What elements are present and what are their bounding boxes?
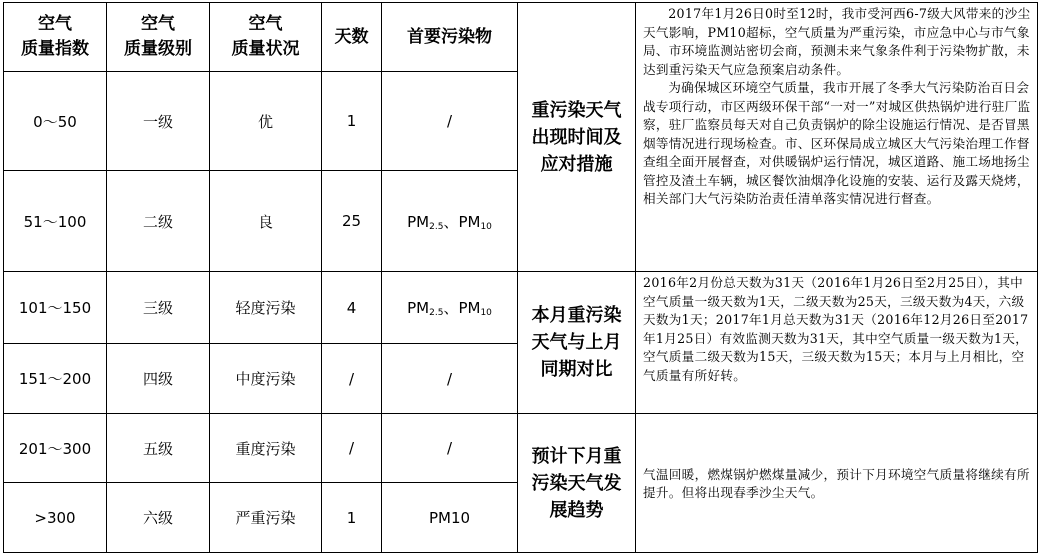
section-text-measures [636, 3, 1038, 272]
header-aqi: 空气 质量指数 [4, 3, 107, 72]
quality-level: 三级 [107, 272, 210, 344]
quality-level: 一级 [107, 72, 210, 171]
pm10-subscript: 10 [480, 221, 492, 232]
aqi-range: 201～300 [4, 414, 107, 483]
aqi-range: 101～150 [4, 272, 107, 344]
section-text-comparison [636, 272, 1038, 414]
section-title-trend: 预计下月重污染天气发展趋势 [518, 414, 636, 553]
quality-status: 优 [210, 72, 322, 171]
header-pollutant: 首要污染物 [382, 3, 518, 72]
quality-status: 严重污染 [210, 483, 322, 553]
primary-pollutant: $PM_{2.5}$、$PM_{10}$ [382, 171, 518, 272]
aqi-range: >300 [4, 483, 107, 553]
day-count: / [322, 344, 382, 414]
quality-level: 四级 [107, 344, 210, 414]
day-count: 1 [322, 72, 382, 171]
quality-status: 重度污染 [210, 414, 322, 483]
day-count: 4 [322, 272, 382, 344]
measures-paragraph-1: 2017年1月26日0时至12时，我市受河西6-7级大风带来的沙尘天气影响，PM10超标，空气质量为严重污染，市应急中心与市气象局、市环境监测站密切会商，预测未来气象条件利于污染物扩散，未达到重污染天气应急预案启动条件。 [643, 6, 1031, 77]
aqi-range: 151～200 [4, 344, 107, 414]
primary-pollutant: / [382, 344, 518, 414]
table-row [4, 272, 1038, 344]
quality-level: 二级 [107, 171, 210, 272]
header-days: 天数 [322, 3, 382, 72]
primary-pollutant: / [382, 414, 518, 483]
primary-pollutant: $PM_{2.5}$、$PM_{10}$ [382, 272, 518, 344]
day-count: 1 [322, 483, 382, 553]
air-quality-table [3, 2, 1038, 553]
trend-paragraph: 气温回暖，燃煤锅炉燃煤量减少，预计下月环境空气质量将继续有所提升。但将出现春季沙尘天气。 [643, 466, 1030, 500]
header-status: 空气 质量状况 [210, 3, 322, 72]
measures-paragraph-2: 为确保城区环境空气质量，我市开展了冬季大气污染防治百日会战专项行动，市区两级环保干部“一对一”对城区供热锅炉进行驻厂监察，驻厂监察员每天对自己负责锅炉的除尘设施运行情况、是否冒黑烟等情况进行现场检查。市、区环保局成立城区大气污染治理工作督查组全面开展督查，对供暖锅炉运行情况，城区道路、施工场地扬尘管控及渣土车辆，城区餐饮油烟净化设施的安装、运行及露天烧烤，相关部门大气污染防治责任清单落实情况进行督查。 [643, 80, 1031, 206]
primary-pollutant: / [382, 72, 518, 171]
day-count: / [322, 414, 382, 483]
quality-status: 良 [210, 171, 322, 272]
comparison-paragraph: 2016年2月份总天数为31天（2016年1月26日至2月25日），其中空气质量一级天数为1天，二级天数为25天，三级天数为4天，六级天数为1天；2017年1月总天数为31天（2016年12月26日至2017年1月25日）有效监测天数为31天，其中空气质量一级天数为1天，空气质量二级天数为15天，三级天数为15天；本月与上月相比，空气质量有所好转。 [643, 275, 1029, 383]
quality-status: 中度污染 [210, 344, 322, 414]
section-title-comparison: 本月重污染天气与上月同期对比 [518, 272, 636, 414]
quality-status: 轻度污染 [210, 272, 322, 344]
pm10-subscript: 10 [480, 308, 492, 318]
primary-pollutant: PM10 [382, 483, 518, 553]
day-count: 25 [322, 171, 382, 272]
section-text-trend [636, 414, 1038, 553]
pm25-subscript: 2.5 [429, 308, 444, 318]
aqi-range: 0～50 [4, 72, 107, 171]
quality-level: 六级 [107, 483, 210, 553]
header-level: 空气 质量级别 [107, 3, 210, 72]
aqi-range: 51～100 [4, 171, 107, 272]
header-row [4, 3, 1038, 72]
quality-level: 五级 [107, 414, 210, 483]
pm25-subscript: 2.5 [429, 221, 444, 232]
table-row [4, 414, 1038, 483]
section-title-measures: 重污染天气出现时间及应对措施 [518, 3, 636, 272]
